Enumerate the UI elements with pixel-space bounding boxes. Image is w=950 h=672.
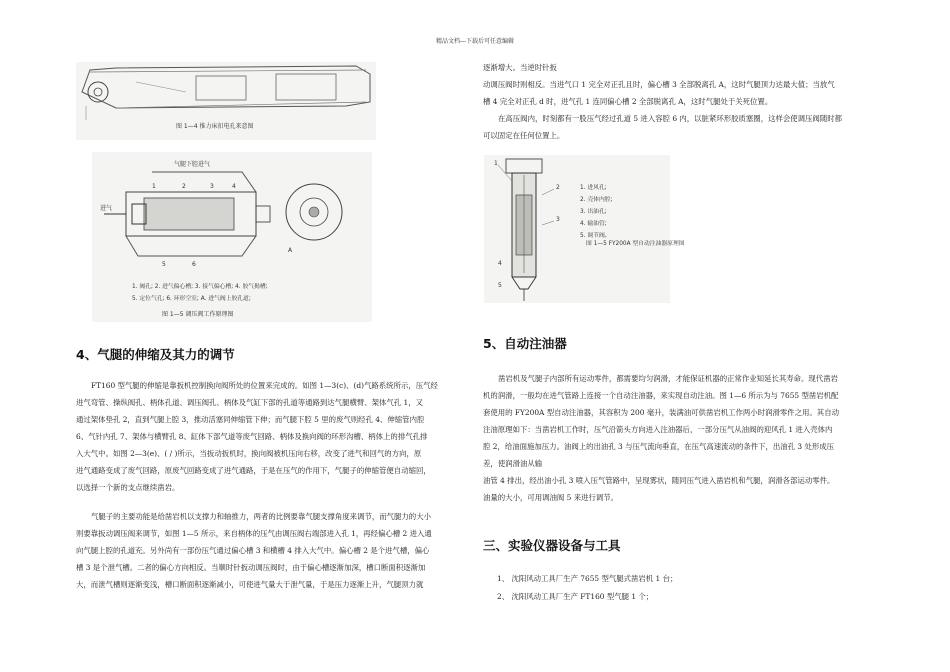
text-line: 可以固定在任何位置上。 bbox=[483, 131, 565, 140]
figure-1-4-caption: 图 1—4 推力床扣电孔来意图 bbox=[176, 123, 254, 130]
equipment-list-item: 2、 沈阳风动工具厂生产 FT160 型气腿 1 个； bbox=[497, 592, 654, 601]
fig3-legend-4: 4. 输油管; bbox=[580, 221, 607, 227]
fig2-label-5: 5 bbox=[162, 261, 166, 268]
fig2-label-3: 3 bbox=[210, 183, 214, 190]
section-5-paragraph-1 bbox=[483, 370, 881, 506]
fig2-label-inlet: 进气 bbox=[100, 205, 113, 212]
section-4-paragraph-2 bbox=[76, 508, 468, 593]
figure-1-5 bbox=[92, 152, 372, 322]
text-line: 以选择一个新的支点继续凿岩。 bbox=[76, 483, 180, 492]
figure-1-5-caption: 图 1—5 调压阀工作原理图 bbox=[162, 311, 234, 318]
text-line: 进气弯管、操纵阀孔、柄体孔道、调压阀孔、柄体及气缸下部的孔道等通路到达气腿横臂、架体气孔 1，又 bbox=[76, 398, 424, 407]
text-line: 凿岩机及气腿子内部所有运动零件，都需要均匀润滑，才能保证机器的正常作业知延长其寿命。现代凿岩 bbox=[498, 374, 838, 383]
text-line: 机的润滑，一般均在进气管路上连接一个自动注油器，来实现自动注油。图 1—6 所示为与 7655 型凿岩机配 bbox=[483, 391, 839, 400]
text-line: 进气通路变成了废气回路，原废气回路变成了进气通路，于是在压气的作用下，气腿子的伸缩管便自动缩回， bbox=[76, 466, 431, 475]
oiler-drawing bbox=[484, 155, 670, 303]
text-line: 注油原理如下：当凿岩机工作时，压气沿箭头方向进入注油器后，一部分压气从油阀的迎风孔 1 进入壳体内 bbox=[483, 425, 833, 434]
fig3-legend-1: 1. 进风孔; bbox=[580, 185, 607, 191]
text-line: 在高压阀内，时刻都有一股压气经过孔道 5 进入容腔 6 内，以脏紧环形胶质塞圈，这样会使调压阀随时都 bbox=[498, 114, 842, 123]
equipment-list-item: 1、 沈阳风动工具厂生产 7655 型气腿式凿岩机 1 台； bbox=[497, 574, 678, 583]
fig3-legend-3: 3. 出油孔; bbox=[580, 209, 607, 215]
figure-1-4 bbox=[76, 62, 376, 140]
text-line: 动调压阀时则相反。当进气口 1 完全对正孔且时，偏心槽 3 全部脱离孔 A，这时气腿顶力达最大值；当放气 bbox=[483, 80, 835, 89]
text-line: 槽 4 完全对正孔 d 时，进气孔 1 连同偏心槽 2 全部脱离孔 A，这时气腿处于关死位置。 bbox=[483, 97, 773, 106]
fig2-label-top: 气腿下腔进气 bbox=[174, 161, 211, 168]
text-line: FT160 型气腿的伸缩是靠扳机控制换向阀所处的位置来完成的。如图 1—3(c)、(d)气路系统所示，压气经 bbox=[91, 381, 438, 390]
fig2-legend-line-1: 1. 阀孔; 2. 进气偏心槽; 3. 接气偏心槽; 4. 胶气揭槽; bbox=[132, 284, 268, 290]
figure-oiler-caption: 图 1—5 FY200A 型自动注油器原理图 bbox=[586, 241, 685, 247]
fig2-legend-line-2: 5. 定位气孔; 6. 环形空室; A. 进气阀上胶孔道; bbox=[132, 296, 251, 302]
fig3-legend-5: 5. 调节阀。 bbox=[580, 233, 611, 239]
text-line: 6、气针内孔 7、架体与横臂孔 8、缸体下部气道等废气回路、柄体及换向阀的环形沟槽、柄体上的排气孔排 bbox=[76, 432, 428, 441]
fig2-label-2: 2 bbox=[182, 183, 186, 190]
fig3-label-3: 3 bbox=[556, 216, 560, 223]
text-line: 入大气中。如图 2—3(e)、( / )所示，当扳动扳机时，换向阀被机压向右移，改变了进气和回气的方向，原 bbox=[76, 449, 422, 458]
section-4-paragraph-1 bbox=[76, 377, 468, 496]
fig3-label-4: 4 bbox=[498, 260, 502, 267]
text-line: 槽 3 是个泄气槽。二者的偏心方向相反。当顺时针扳动调压阀时，由于偏心槽逐渐加深，槽口断面积逐渐加 bbox=[76, 563, 426, 572]
page-header: 精品文档---下载后可任意编辑 bbox=[435, 38, 515, 45]
valve-text-continued bbox=[483, 59, 881, 144]
text-line: 差，使润滑油从输 bbox=[483, 459, 543, 468]
fig2-label-6: 6 bbox=[192, 261, 196, 268]
fig2-label-1: 1 bbox=[152, 183, 156, 190]
text-line: 气腿子的主要功能是给凿岩机以支撑力和轴推力，两者的比例要靠气腿支撑角度来调节，而气腿力的大小 bbox=[91, 512, 431, 521]
text-line: 逐渐增大。当逆时针扳 bbox=[483, 63, 557, 72]
fig2-label-4: 4 bbox=[232, 183, 236, 190]
pressure-valve-drawing bbox=[92, 152, 372, 322]
text-line: 通过架体垫孔 2，直到气腿上腔 3，推动活塞同伸缩管下伸；而气腿下腔 5 里的废气则经孔 4、伸缩管内腔 bbox=[76, 415, 425, 424]
air-leg-drawing bbox=[76, 62, 376, 140]
text-line: 油管 4 排出，经出油小孔 3 喷入压气管路中，呈现雾状，随同压气进入凿岩机和气腿，润滑各部运动零件。 bbox=[483, 476, 835, 485]
fig3-label-2: 2 bbox=[556, 184, 560, 191]
text-line: 油量的大小，可用调油阀 5 来进行调节。 bbox=[483, 493, 619, 502]
section-4-title: 4、气腿的伸缩及其力的调节 bbox=[76, 347, 235, 362]
fig3-legend-2: 2. 壳体内腔; bbox=[580, 197, 613, 203]
text-line: 向气腿上腔的孔道充。另外尚有一部份压气通过偏心槽 3 和横槽 4 排入大气中。偏心槽 2 是个进气槽，偏心 bbox=[76, 546, 430, 555]
section-3-title: 三、实验仪器设备与工具 bbox=[483, 538, 621, 553]
fig3-label-5: 5 bbox=[498, 282, 502, 289]
text-line: 腔 2，给油面施加压力。油阀上的出油孔 3 与压气流向垂直，在压气高速流动的条件下，出油孔 3 处形成压 bbox=[483, 442, 835, 451]
figure-oiler bbox=[484, 155, 670, 303]
fig3-label-1: 1 bbox=[494, 160, 498, 167]
text-line: 套使用的 FY200A 型自动注油器，其容积为 200 毫升，装满油可供凿岩机工作两小时润滑零件之用。其自动 bbox=[483, 408, 839, 417]
section-5-title: 5、自动注油器 bbox=[483, 336, 567, 351]
fig2-label-a: A bbox=[288, 247, 293, 254]
text-line: 大，而泄气槽则逐渐变浅，槽口断面积逐渐减小，可使进气量大于泄气量，于是压力逐渐上升，气腿顶力就 bbox=[76, 580, 424, 589]
text-line: 则要靠扳动调压阀来调节，如图 1—5 所示，来自柄体的压气由调压阀右端部进入孔 1，再经偏心槽 2 进入通 bbox=[76, 529, 432, 538]
